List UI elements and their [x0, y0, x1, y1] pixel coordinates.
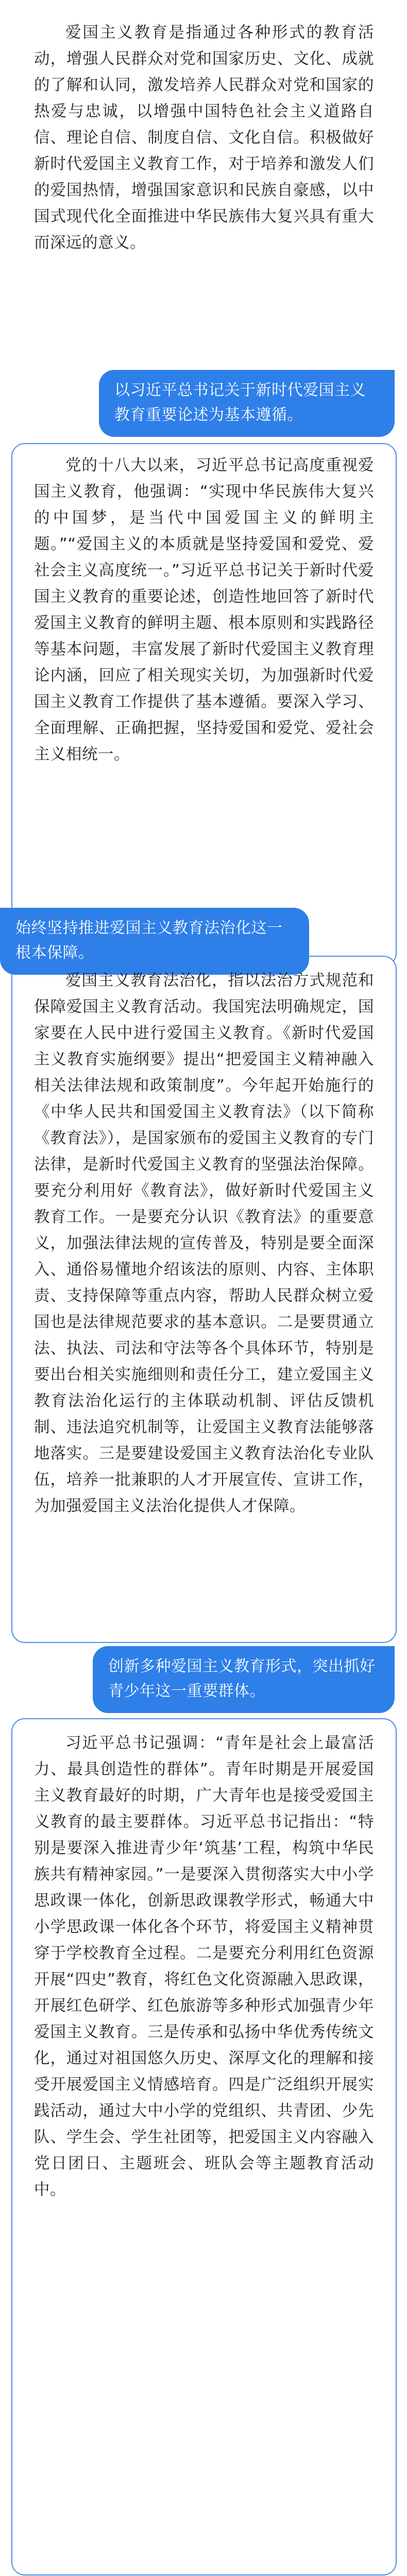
section-1-body: 党的十八大以来，习近平总书记高度重视爱国主义教育，他强调：“实现中华民族伟大复兴的中国梦，是当代中国爱国主义的鲜明主题。”“爱国主义的本质就是坚持爱国和爱党、爱社会主义高度统一。”习近平总书记关于新时代爱国主义教育的重要论述，创造性地回答了新时代爱国主义教育的鲜明主题、根本原则和实践路径等基本问题，丰富发展了新时代爱国主义教育理论内涵，回应了相关现实关切，为加强新时代爱国主义教育工作提供了基本遵循。要深入学习、全面理解、正确把握，坚持爱国和爱党、爱社会主义相统一。	[34, 456, 374, 764]
section-2-heading-text: 始终坚持推进爱国主义教育法治化这一根本保障。	[15, 919, 283, 962]
section-3-heading	[93, 1646, 395, 1713]
section-1-heading	[99, 370, 395, 437]
section-2-heading	[0, 908, 309, 975]
intro-paragraph: 爱国主义教育是指通过各种形式的教育活动，增强人民群众对党和国家历史、文化、成就的了解和认同，激发培养人民群众对党和国家的热爱与忠诚，以增强中国特色社会主义道路自信、理论自信、制度自信、文化自信。积极做好新时代爱国主义教育工作，对于培养和激发人们的爱国热情，增强国家意识和民族自豪感，以中国式现代化全面推进中华民族伟大复兴具有重大而深远的意义。	[34, 24, 374, 252]
section-3-heading-text: 创新多种爱国主义教育形式，突出抓好青少年这一重要群体。	[108, 1657, 376, 1700]
section-1-heading-text: 以习近平总书记关于新时代爱国主义教育重要论述为基本遵循。	[114, 381, 366, 424]
section-3-body: 习近平总书记强调：“青年是社会上最富活力、最具创造性的群体”。青年时期是开展爱国主义教育最好的时期，广大青年也是接受爱国主义教育的最主要群体。习近平总书记指出：“特别是要深入推进青少年‘筑基’工程，构筑中华民族共有精神家园。”一是要深入贯彻落实大中小学思政课一体化，创新思政课教学形式，畅通大中小学思政课一体化各个环节，将爱国主义精神贯穿于学校教育全过程。二是要充分利用红色资源开展“四史”教育，将红色文化资源融入思政课，开展红色研学、红色旅游等多种形式加强青少年爱国主义教育。三是传承和弘扬中华优秀传统文化，通过对祖国悠久历史、深厚文化的理解和接受开展爱国主义情感培育。四是广泛组织开展实践活动，通过大中小学的党组织、共青团、少先队、学生会、学生社团等，把爱国主义内容融入党日团日、主题班会、班队会等主题教育活动中。	[34, 1734, 374, 2199]
section-2-body: 爱国主义教育法治化，指以法治方式规范和保障爱国主义教育活动。我国宪法明确规定，国家要在人民中进行爱国主义教育。《新时代爱国主义教育实施纲要》提出“把爱国主义精神融入相关法律法规和政策制度”。今年起开始施行的《中华人民共和国爱国主义教育法》（以下简称《教育法》），是国家颁布的爱国主义教育的专门法律，是新时代爱国主义教育的坚强法治保障。要充分利用好《教育法》，做好新时代爱国主义教育工作。一是要充分认识《教育法》的重要意义，加强法律法规的宣传普及，特别是要全面深入、通俗易懂地介绍该法的原则、内容、主体职责、支持保障等重点内容，帮助人民群众树立爱国也是法律规范要求的基本意识。二是要贯通立法、执法、司法和守法等各个具体环节，特别是要出台相关实施细则和责任分工，建立爱国主义教育法治化运行的主体联动机制、评估反馈机制、违法追究机制等，让爱国主义教育法能够落地落实。三是要建设爱国主义教育法治化专业队伍，培养一批兼职的人才开展宣传、宣讲工作，为加强爱国主义法治化提供人才保障。	[34, 972, 374, 1515]
